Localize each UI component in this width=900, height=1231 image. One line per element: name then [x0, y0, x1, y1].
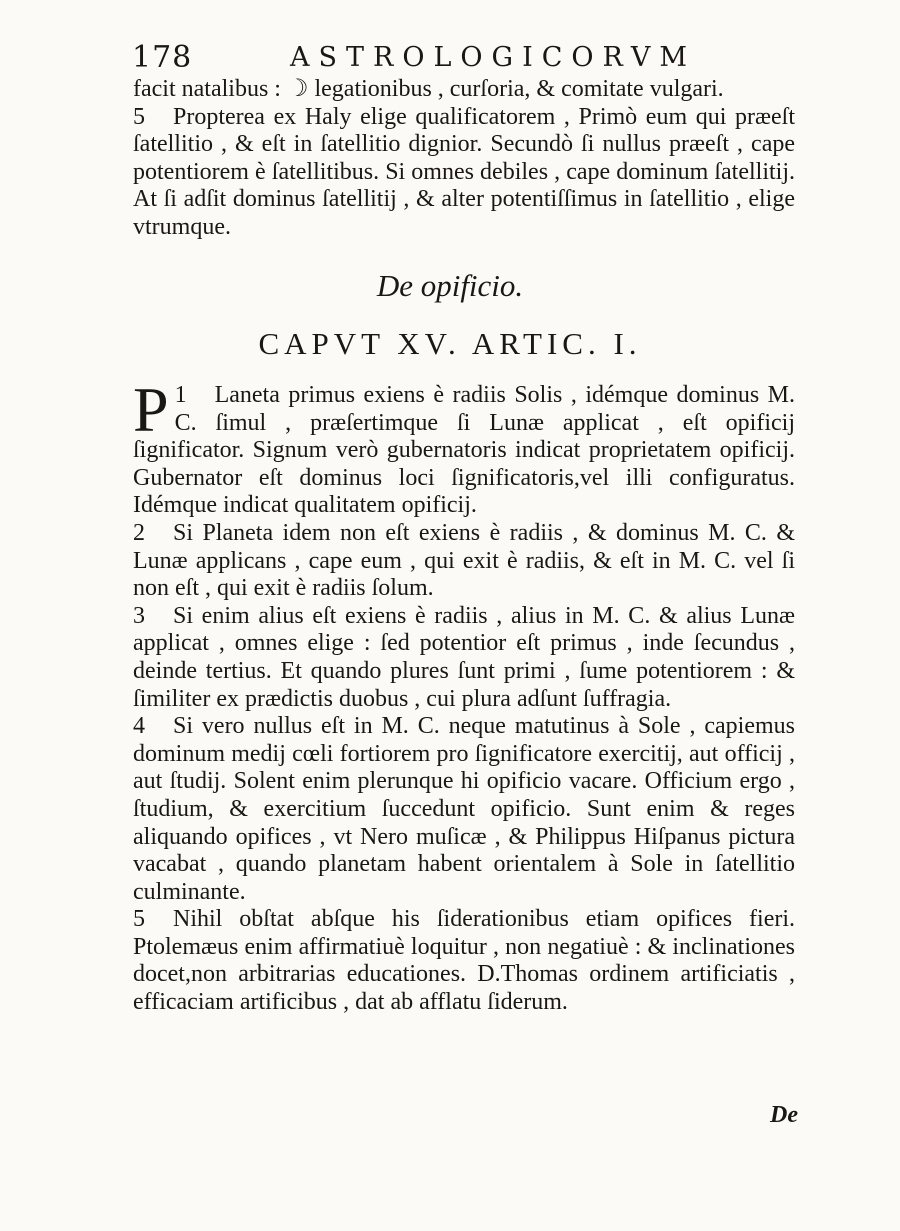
- chapter-title: CAPVT XV. ARTIC. I.: [258, 326, 642, 361]
- running-title: ASTROLOGICORVM: [290, 42, 697, 73]
- article-5: [133, 906, 795, 1016]
- paragraph-text: Propterea ex Haly elige qualificatorem , Primò eum qui præeſt ſatellitio , & eſt in ſatellitio dignior. Secundò ſi nullus præeſt , cape potentiorem è ſatellitibus. Si omnes debiles , cape dominum ſatellitij. At ſi adſit dominus ſatellitij , & alter potentiſſimus in ſatellitio , elige vtrumque.: [133, 103, 795, 240]
- page-number: 178: [132, 40, 193, 75]
- paragraph-text: Si vero nullus eſt in M. C. neque matutinus à Sole , capiemus dominum medij cœli fortiorem pro ſignificatore exercitij, aut officij , aut ſtudij. Solent enim plerunque hi opificio vacare. Officium ergo , ſtudium, & exercitium ſuccedunt opificio. Sunt enim & reges aliquando opifices , vt Nero muſicæ , & Philippus Hiſpanus pictura vacabat , quando planetam habent orientalem à Sole in ſatellitio culminante.: [133, 713, 795, 905]
- paragraph-number: 2: [133, 519, 145, 546]
- drop-cap: P: [133, 374, 169, 445]
- continued-line: facit natalibus : ☽ legationibus , curſoria, & comitate vulgari.: [133, 76, 724, 102]
- article-1: [133, 374, 795, 520]
- paragraph-number: 4: [133, 713, 145, 740]
- paragraph-number: 3: [133, 602, 145, 629]
- article-2: [133, 520, 795, 603]
- paragraph-text: Laneta primus exiens è radiis Solis , idémque dominus M. C. ſimul , præſertimque ſi Lunæ applicat , eſt opificij ſignificator. Signum verò gubernatoris indicat proprietatem opificij. Gubernator eſt dominus loci ſignificatoris,vel illi configuratus. Idémque indicat qualitatem opificij.: [133, 382, 795, 519]
- article-4: [133, 713, 795, 906]
- articles-block: [133, 374, 795, 1017]
- page-header: [132, 38, 792, 78]
- paragraph-number: 5: [133, 906, 145, 933]
- paragraph-text: Nihil obſtat abſque his ſiderationibus etiam opifices fieri. Ptolemæus enim affirmatiuè loquitur , non negatiuè : & inclinationes docet,non arbitrarias educationes. D.Thomas ordinem artificiatis , efficaciam artificibus , dat ab afflatu ſiderum.: [133, 906, 795, 1016]
- paragraph-5-top: [133, 104, 795, 242]
- article-3: [133, 603, 795, 713]
- paragraph-text: Si Planeta idem non eſt exiens è radiis , & dominus M. C. & Lunæ applicans , cape eum , qui exit è radiis, & eſt in M. C. vel ſi non eſt , qui exit è radiis ſolum.: [133, 519, 795, 602]
- paragraph-text: Si enim alius eſt exiens è radiis , alius in M. C. & alius Lunæ applicat , omnes elige : ſed potentior eſt primus , inde ſecundus , deinde tertius. Et quando plures ſunt primi , ſume potentiorem : & ſimiliter ex prædictis duobus , cui plura adſunt ſuffragia.: [133, 602, 795, 712]
- continued-text-block: [133, 76, 795, 242]
- paragraph-number: 5: [133, 103, 145, 130]
- catchword: De: [770, 1102, 798, 1128]
- section-title: De opificio.: [376, 268, 524, 303]
- paragraph-number: 1: [174, 382, 187, 408]
